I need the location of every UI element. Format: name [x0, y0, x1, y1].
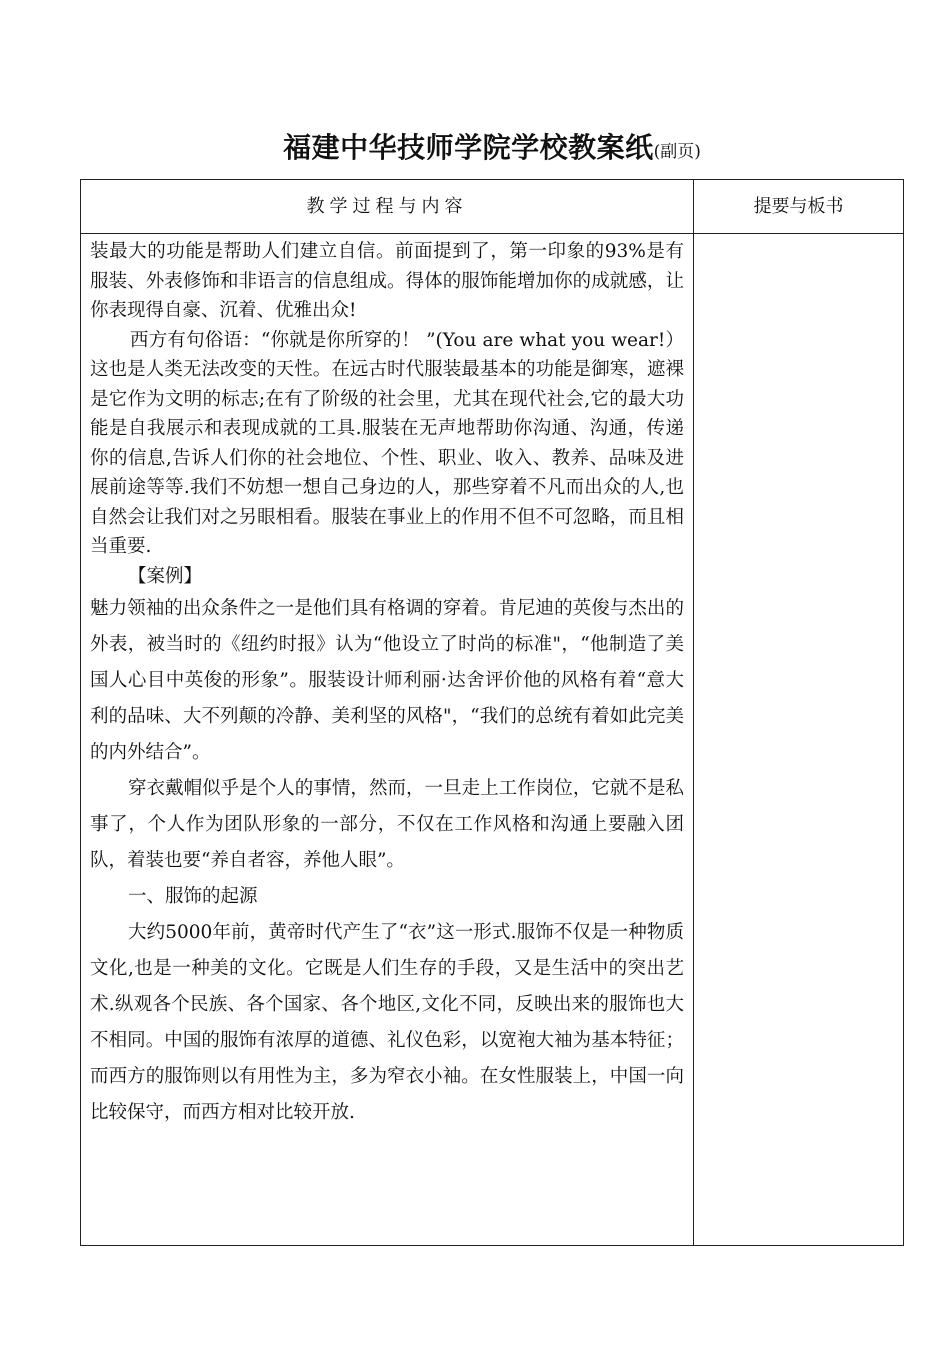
page-title [80, 126, 904, 166]
column-header-notes: 提要与板书 [753, 196, 844, 217]
section-heading-origin: 一、服饰的起源 [128, 886, 258, 907]
notes-cell [694, 234, 903, 1245]
lesson-plan-table [80, 179, 904, 1246]
paragraph-confidence: 装最大的功能是帮助人们建立自信。前面提到了，第一印象的93%是有服装、外表修饰和非语言的信息组成。得体的服饰能增加你的成就感，让你表现得自豪、沉着、优雅出众! [90, 241, 684, 321]
column-header-teaching-process: 教学过程与内容 [306, 196, 468, 217]
title-main: 福建中华技师学院学校教案纸 [283, 131, 654, 164]
paragraph-origin: 大约5000年前，黄帝时代产生了“衣”这一形式.服饰不仅是一种物质文化,也是一种美的文化。它既是人们生存的手段，又是生活中的突出艺术.纵观各个民族、各个国家、各个地区,文化不同，反映出来的服饰也大不相同。中国的服饰有浓厚的道德、礼仪色彩，以宽袍大袖为基本特征；而西方的服饰则以有用性为主，多为窄衣小袖。在女性服装上，中国一向比较保守，而西方相对比较开放. [90, 922, 684, 1123]
paragraph-western-proverb: 西方有句俗语：“你就是你所穿的！ ”(You are what you wear!）这也是人类无法改变的天性。在远古时代服装最基本的功能是御寒，遮裸是它作为文明的标志;在有了阶级的社会里，尤其在现代社会,它的最大功能是自我展示和表现成就的工具.服装在无声地帮助你沟通、沟通，传递你的信息,告诉人们你的社会地位、个性、职业、收入、教养、品味及进展前途等等.我们不妨想一想自己身边的人，那些穿着不凡而出众的人,也自然会让我们对之另眼相看。服装在事业上的作用不但不可忽略，而且相当重要. [90, 329, 684, 557]
case-label: 【案例】 [128, 565, 203, 587]
teaching-content [90, 237, 684, 1131]
paragraph-team-image: 穿衣戴帽似乎是个人的事情，然而，一旦走上工作岗位，它就不是私事了，个人作为团队形象的一部分，不仅在工作风格和沟通上要融入团队，着装也要“养自者容，养他人眼”。 [90, 778, 684, 871]
paragraph-case-kennedy: 魅力领袖的出众条件之一是他们具有格调的穿着。肯尼迪的英俊与杰出的外表，被当时的《纽约时报》认为“他设立了时尚的标准"，“他制造了美国人心目中英俊的形象”。服装设计师利丽·达舍评价他的风格有着“意大利的品味、大不列颠的冷静、美利坚的风格"，“我们的总统有着如此完美的内外结合”。 [90, 598, 684, 763]
title-subtitle: (副页) [653, 142, 701, 162]
